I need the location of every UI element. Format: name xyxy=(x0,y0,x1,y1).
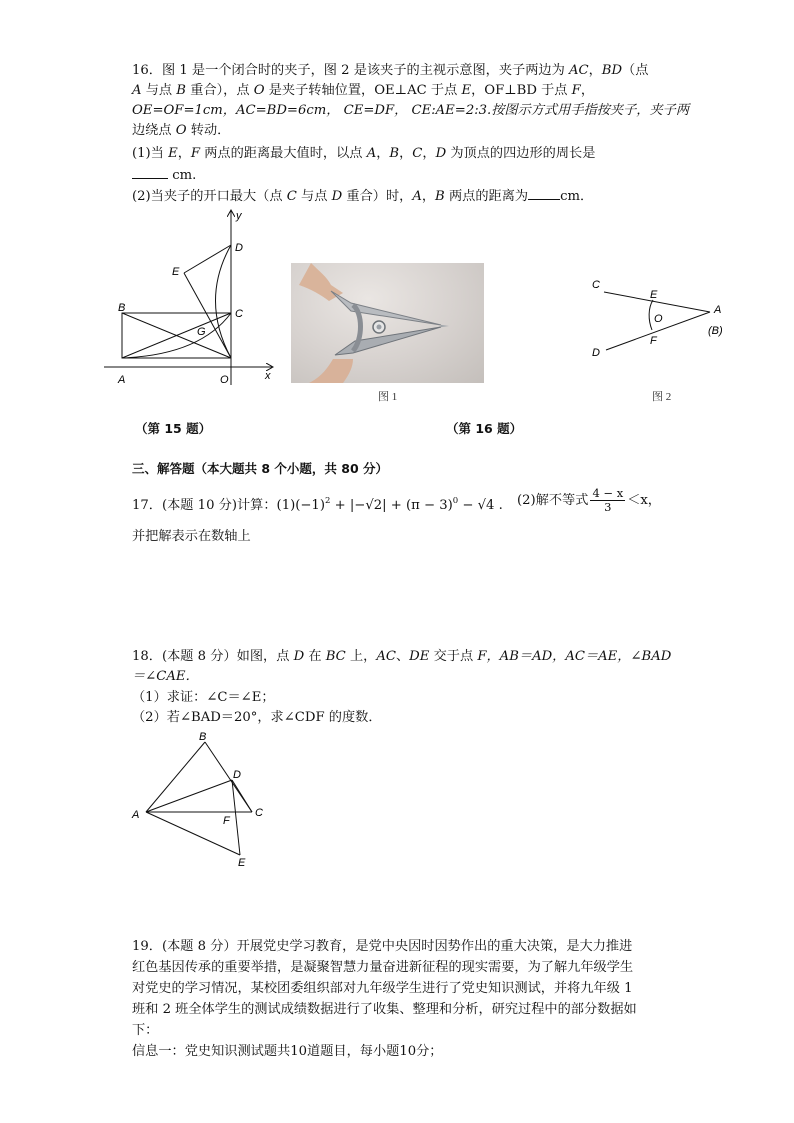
q16-line3: OE=OF=1cm，AC=BD=6cm， CE=DF， CE:AE=2:3.按图示方式用手指按夹子，夹子两 xyxy=(132,103,690,118)
label-a3: A xyxy=(132,809,140,821)
q16-line7: (2)当夹子的开口最大（点 C 与点 D 重合）时，A，B 两点的距离为 cm． xyxy=(132,186,593,207)
label-b2: (B) xyxy=(708,325,723,337)
q18-line4: （2）若∠BAD＝20°，求∠CDF 的度数． xyxy=(132,710,382,725)
label-a2: A xyxy=(714,304,722,316)
label-o2: O xyxy=(654,313,663,325)
caption-q15: （第 15 题） xyxy=(135,421,212,436)
answer-blank-2 xyxy=(528,186,560,200)
label-g: G xyxy=(197,326,206,338)
q19-line6: 信息一：党史知识测试题共10道题目，每小题10分； xyxy=(132,1044,443,1059)
q18-line1: 18．(本题 8 分）如图，点 D 在 BC 上，AC、DE 交于点 F，AB＝AD，AC＝AE，∠BAD xyxy=(132,649,672,664)
figure-1-caption: 图 1 xyxy=(378,391,398,403)
label-d3: D xyxy=(233,769,241,781)
label-c2: C xyxy=(592,279,600,291)
figure-2-caption: 图 2 xyxy=(652,391,672,403)
label-x: x xyxy=(265,370,271,382)
q19-line3: 对党史的学习情况，某校团委组织部对九年级学生进行了党史知识测试，并将九年级 1 xyxy=(132,981,633,996)
label-b: B xyxy=(118,302,126,314)
figure-2-schematic xyxy=(586,272,726,362)
arc-right xyxy=(216,245,232,358)
q16-line5: (1)当 E，F 两点的距离最大值时，以点 A，B，C，D 为顶点的四边形的周长是 xyxy=(132,146,596,161)
clip-photo xyxy=(291,263,484,383)
q19-line5: 下： xyxy=(132,1023,159,1038)
label-a: A xyxy=(118,374,126,386)
finger-bottom xyxy=(309,359,353,383)
q18-line3: （1）求证：∠C＝∠E； xyxy=(132,690,275,705)
figure-q18 xyxy=(128,730,278,870)
q19-line4: 班和 2 班全体学生的测试成绩数据进行了收集、整理和分析，研究过程中的部分数据如 xyxy=(132,1002,637,1017)
fraction: $\frac{4 - x}{3}$ xyxy=(592,486,624,514)
q17-line2: 并把解表示在数轴上 xyxy=(132,529,251,544)
label-d: D xyxy=(235,242,243,254)
q19-line2: 红色基因传承的重要举措，是凝聚智慧力量奋进新征程的现实需要，为了解九年级学生 xyxy=(132,960,634,975)
label-e2: E xyxy=(650,289,658,301)
q16-line2: A 与点 B 重合），点 O 是夹子转轴位置，OE⊥AC 于点 E，OF⊥BD 于点 F， xyxy=(132,83,595,98)
q18-line2: ＝∠CAE． xyxy=(132,669,199,684)
answer-blank-1 xyxy=(132,165,168,179)
figure-q15 xyxy=(100,205,280,390)
q16-line4: 边绕点 O 转动． xyxy=(132,123,231,138)
label-c: C xyxy=(235,308,243,320)
label-b3: B xyxy=(199,731,207,743)
label-f3: F xyxy=(223,815,230,827)
q19-line1: 19．(本题 8 分）开展党史学习教育，是党中央因时因势作出的重大决策，是大力推进 xyxy=(132,939,633,954)
label-y: y xyxy=(236,210,242,222)
caption-q16: （第 16 题） xyxy=(446,421,523,436)
section-heading: 三、解答题（本大题共 8 个小题，共 80 分） xyxy=(132,461,389,476)
q17-line1: 17．(本题 10 分)计算：$(1)(-1)^2 + |-√2| + (\pi - 3)^0 - √4$ . xyxy=(132,496,503,513)
label-e: E xyxy=(172,266,180,278)
q17-part2: (2)解不等式 $\frac{4 - x}{3}$ ＜x， xyxy=(517,486,661,514)
label-o: O xyxy=(220,374,229,386)
spring-arc xyxy=(649,300,653,330)
q16-line1: 16．图 1 是一个闭合时的夹子，图 2 是该夹子的主视示意图，夹子两边为 AC，BD（点 xyxy=(132,63,649,78)
label-c3: C xyxy=(255,807,263,819)
q16-line6: cm. xyxy=(132,165,196,186)
label-f2: F xyxy=(650,335,657,347)
clip-illustration xyxy=(291,263,484,383)
label-d2: D xyxy=(592,347,600,359)
label-e3: E xyxy=(238,857,246,869)
